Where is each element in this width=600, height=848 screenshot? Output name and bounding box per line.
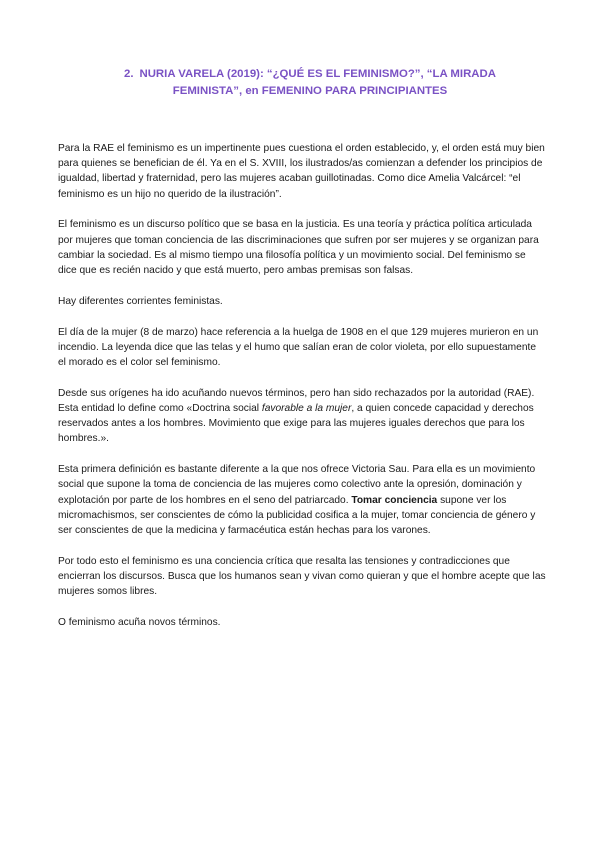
paragraph-victoria-sau-start: Esta primera definición es bastante diferente a la que nos ofrece Victoria Sau. Para ella es un movimiento social que supone la toma de conciencia de las mujeres como colectivo ante la opresión, dominación y explotación por parte de los hombres en el seno del patriarcado. — [58, 464, 536, 506]
document-body — [58, 141, 546, 630]
paragraph-rae-definition-end: , a quien concede capacidad y derechos reservados antes a los hombres. Movimiento que exige para las mujeres iguales derechos que para los hombres.». — [58, 403, 534, 445]
paragraph-critical-conscience: Por todo esto el feminismo es una conciencia crítica que resalta las tensiones y contradicciones que encierran los discursos. Busca que los humanos sean y vivan como quieran y que el hombre acepte que las mujeres somos libres. — [58, 555, 546, 598]
paragraph-womens-day: El día de la mujer (8 de marzo) hace referencia a la huelga de 1908 en el que 129 mujeres murieron en un incendio. La leyenda dice que las telas y el humo que salían eran de color violeta, por ello supuestamente el morado es el color sel feminismo. — [58, 326, 539, 369]
paragraph-rae-definition — [58, 386, 546, 447]
paragraph-rae-definition-italic: favorable a la mujer — [261, 403, 352, 415]
section-heading — [100, 66, 520, 100]
paragraph-victoria-sau-end: supone ver los micromachismos, ser conscientes de cómo la publicidad cosifica a la mujer, tomar conciencia de género y ser conscientes de que la medicina y farmacéutica están hechas para los varones. — [58, 494, 536, 537]
paragraph-currents: Hay diferentes corrientes feministas. — [58, 295, 223, 307]
paragraph-rae: Para la RAE el feminismo es un impertinente pues cuestiona el orden establecido, y, el orden está muy bien para quienes se benefician de él. Ya en el S. XVIII, los ilustrados/as comienzan a defender los principios de igualdad, libertad y fraternidad, pero las mujeres acaban guillotinadas. Como dice Amelia Valcárcel: “el feminismo es un hijo no querido de la ilustración”. — [58, 143, 545, 200]
paragraph-political-discourse: El feminismo es un discurso político que se basa en la justicia. Es una teoría y práctica política articulada por mujeres que toman conciencia de las discriminaciones que sufren por ser mujeres y se organizan para cambiar la sociedad. Es al mismo tiempo una filosofía política y un movimiento social. Del feminismo se dice que es recién nacido y que está muerto, pero ambas premisas son falsas. — [58, 219, 539, 277]
paragraph-new-terms: O feminismo acuña novos términos. — [58, 617, 221, 629]
paragraph-rae-definition-start: Desde sus orígenes ha ido acuñando nuevos términos, pero han sido rechazados por la autoridad (RAE). Esta entidad lo define como «Doctrina social — [58, 387, 535, 415]
paragraph-victoria-sau — [58, 462, 546, 538]
paragraph-victoria-sau-bold: Tomar conciencia — [351, 494, 438, 506]
section-title: NURIA VARELA (2019): “¿QUÉ ES EL FEMINISMO?”, “LA MIRADA FEMINISTA”, en FEMENINO PARA PRINCIPIANTES — [139, 68, 496, 97]
section-number: 2. — [123, 68, 134, 80]
